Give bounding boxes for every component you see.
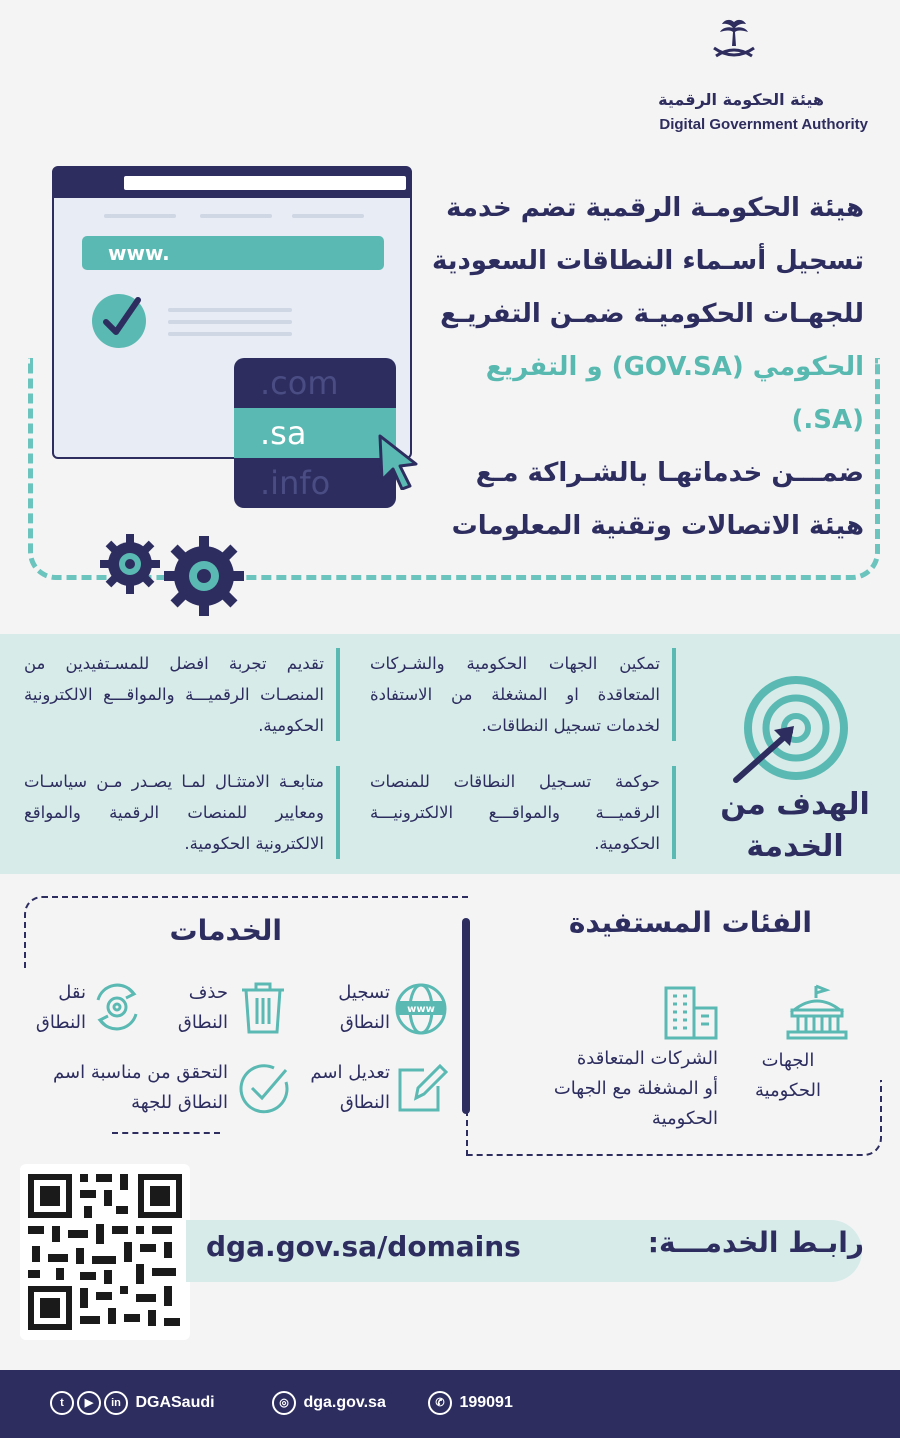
beneficiaries-title: الفئات المستفيدة [568,906,812,939]
palm-swords-emblem-icon [710,18,758,62]
org-name-arabic: هيئة الحكومة الرقمية [658,90,824,109]
placeholder-line [168,308,292,312]
goal-title-line: الهدف من [720,787,870,822]
org-name-english: Digital Government Authority [659,116,868,133]
intro-paragraph [424,182,864,553]
goal-item: متابعـة الامتثـال لمـا يصـدر مـن سياسـات ومعايير للمنصات الرقمية والمواقع الالكترونية الحكومية. [24,766,340,859]
target-arrow-icon [730,676,848,786]
youtube-icon[interactable]: ▶ [77,1391,101,1415]
service-label-line: النطاق [339,1012,390,1033]
check-circle-icon [236,1060,292,1116]
goal-item: تقديم تجربة افضل للمسـتفيدين من المنصـات الرقميـــة والمواقـــع الالكترونية الحكومية. [24,648,340,741]
beneficiary-label-line: الشركات المتعاقدة [576,1048,718,1069]
service-edit-label [310,1058,390,1118]
domain-option-sa: .sa [234,408,396,458]
goal-item: حوكمة تسـجيل النطاقات للمنصات الرقميـــة والمواقـــع الالكترونيـــة الحكومية. [370,766,676,859]
intro-line: للجهـات الحكوميـة ضمـن التفريـع [440,299,864,329]
gears-icon [100,532,250,618]
domain-selector [234,358,396,508]
beneficiary-label-line: الحكومية [754,1080,822,1101]
intro-sa-text: (SA.) [791,405,864,435]
edit-icon [394,1060,448,1116]
placeholder-line [168,320,292,324]
footer-social[interactable] [50,1390,215,1416]
service-label-line: التحقق من مناسبة اسم [53,1062,228,1083]
service-delete-label [178,978,228,1038]
footer-website-text[interactable]: dga.gov.sa [303,1394,386,1411]
qr-code[interactable] [20,1164,190,1340]
beneficiary-label-line: أو المشغلة مع الجهات [553,1078,718,1099]
browser-title-bar [54,168,410,198]
service-verify-label [53,1058,228,1118]
goal-section [0,634,900,874]
placeholder-line [104,214,176,218]
cursor-arrow-icon [376,434,420,490]
linkedin-icon[interactable]: in [104,1391,128,1415]
qr-code-pattern [20,1164,190,1340]
browser-address-bar [124,176,406,190]
service-label-line: تسجيل [338,982,390,1003]
service-link-label: رابـط الخدمـــة: [647,1226,864,1259]
transfer-gear-icon [90,980,144,1034]
footer [0,1370,900,1438]
twitter-icon[interactable]: t [50,1391,74,1415]
intro-line-domains [424,341,864,447]
intro-line: تسجيل أسـماء النطاقات السعودية [431,246,864,276]
service-link-url[interactable]: dga.gov.sa/domains [206,1230,521,1263]
placeholder-line [292,214,364,218]
url-field: www. [82,236,384,270]
services-dashed-underline [112,1132,220,1134]
placeholder-line [200,214,272,218]
www-globe-icon [394,982,448,1036]
beneficiary-government-label [728,1046,848,1106]
trash-icon [238,980,288,1036]
footer-social-handle[interactable]: DGASaudi [135,1394,215,1411]
service-transfer-label [36,978,86,1038]
globe-icon: ◎ [272,1391,296,1415]
domain-option-info: .info [260,464,331,502]
intro-gov-sa-text: الحكومي (GOV.SA) و التفريع [485,352,864,382]
service-label-line: النطاق [35,1012,86,1033]
office-building-icon [662,984,720,1042]
service-label-line: حذف [188,982,228,1003]
beneficiary-label-line: الجهات [761,1050,815,1071]
footer-website[interactable] [272,1390,386,1416]
intro-line: هيئة الحكومـة الرقمية تضم خدمة [446,193,864,223]
goal-title [720,784,870,868]
intro-line: هيئة الاتصالات وتقنية المعلومات [451,511,864,541]
intro-line: ضمـــن خدماتهـا بالشـراكة مـع [475,458,864,488]
services-title: الخدمات [169,914,282,947]
beneficiary-label-line: الحكومية [651,1108,718,1129]
service-label-line: نقل [58,982,86,1003]
placeholder-line [168,332,292,336]
service-label-line: النطاق [339,1092,390,1113]
checkmark-icon [92,294,146,348]
service-label-line: النطاق [177,1012,228,1033]
footer-phone-number[interactable]: 199091 [459,1394,513,1411]
service-label-line: تعديل اسم [310,1062,390,1083]
government-building-icon [786,984,848,1042]
svg-text:www: www [407,1004,435,1015]
beneficiary-companies-label [508,1044,718,1134]
footer-phone[interactable] [428,1390,513,1416]
phone-icon: ✆ [428,1391,452,1415]
service-register-label [338,978,390,1038]
goal-item: تمكين الجهات الحكومية والشـركات المتعاقدة او المشغلة من الاستفادة لخدمات تسجيل النطاقات. [370,648,676,741]
service-label-line: النطاق للجهة [131,1092,228,1113]
domain-option-com: .com [260,364,339,402]
goal-title-line: الخدمة [746,829,844,864]
